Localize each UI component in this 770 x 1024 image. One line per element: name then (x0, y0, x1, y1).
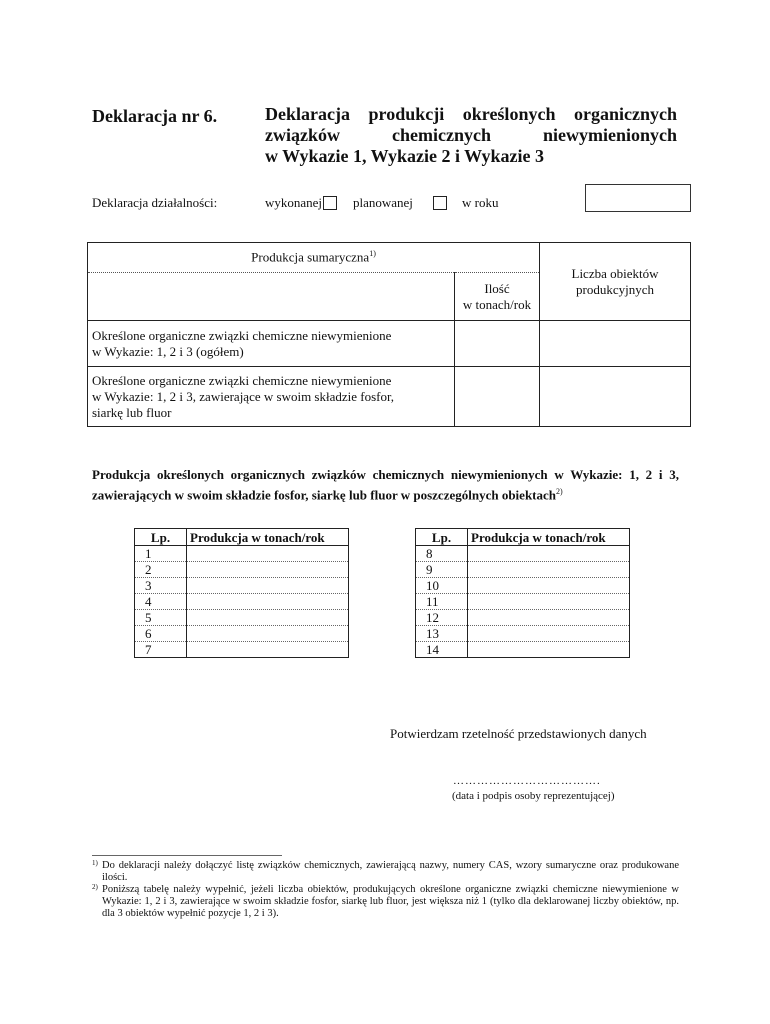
title-line-2: związków chemicznych niewymienionych (265, 125, 677, 145)
summary-production-table (87, 242, 691, 427)
table-row (416, 594, 630, 610)
section-heading (92, 466, 679, 503)
col-production-header: Produkcja w tonach/rok (187, 529, 349, 546)
production-value-cell[interactable] (187, 562, 349, 578)
option-planned-label: planowanej (353, 195, 413, 210)
row-1-line-1: Określone organiczne związki chemiczne niewymienione (92, 327, 392, 343)
footnote-1-mark: 1) (92, 859, 98, 867)
table-row (135, 546, 349, 562)
footnote-2-mark: 2) (92, 883, 98, 891)
lp-number: 4 (135, 594, 187, 610)
table-row (416, 642, 630, 658)
production-value-cell[interactable] (468, 546, 630, 562)
title-line-3: w Wykazie 1, Wykazie 2 i Wykazie 3 (265, 146, 544, 166)
row-description (88, 321, 455, 367)
option-planned-checkbox[interactable] (433, 196, 447, 210)
row-description (88, 367, 455, 427)
option-done-label: wykonanej (265, 195, 323, 210)
lp-number: 8 (416, 546, 468, 562)
table-row (416, 562, 630, 578)
row-2-line-2: w Wykazie: 1, 2 i 3, zawierające w swoim składzie fosfor, (92, 388, 395, 404)
row-1-line-2: w Wykazie: 1, 2 i 3 (ogółem) (92, 343, 244, 359)
col-lp-header: Lp. (416, 529, 468, 546)
table-row (135, 610, 349, 626)
lp-number: 10 (416, 578, 468, 594)
production-value-cell[interactable] (187, 594, 349, 610)
object-production-table-left (134, 528, 349, 658)
production-value-cell[interactable] (468, 594, 630, 610)
footnote-2 (92, 884, 679, 920)
lp-number: 12 (416, 610, 468, 626)
row-1-quantity-cell[interactable] (455, 321, 540, 367)
col-lp-header: Lp. (135, 529, 187, 546)
lp-number: 11 (416, 594, 468, 610)
table-row (135, 562, 349, 578)
declaration-number: Deklaracja nr 6. (92, 106, 218, 126)
production-value-cell[interactable] (468, 610, 630, 626)
option-done-checkbox[interactable] (323, 196, 337, 210)
production-header-cell (88, 243, 540, 273)
production-value-cell[interactable] (468, 642, 630, 658)
table-row (416, 578, 630, 594)
lp-number: 5 (135, 610, 187, 626)
lp-number: 14 (416, 642, 468, 658)
year-label: w roku (462, 195, 499, 210)
production-value-cell[interactable] (468, 578, 630, 594)
signature-caption: (data i podpis osoby reprezentującej) (452, 790, 615, 802)
row-2-line-3: siarkę lub fluor (92, 404, 172, 420)
lp-number: 9 (416, 562, 468, 578)
year-input[interactable] (585, 184, 691, 212)
table-row (135, 578, 349, 594)
row-2-line-1: Określone organiczne związki chemiczne niewymienione (92, 372, 392, 388)
section-footnote-mark: 2) (556, 487, 563, 496)
production-header: Produkcja sumaryczna (251, 249, 370, 265)
objects-header-cell (540, 243, 691, 321)
production-footnote-mark: 1) (369, 249, 376, 259)
lp-number: 13 (416, 626, 468, 642)
table-row (88, 321, 691, 367)
production-value-cell[interactable] (468, 626, 630, 642)
table-row (135, 642, 349, 658)
lp-number: 2 (135, 562, 187, 578)
quantity-header-cell (455, 273, 540, 321)
objects-header-line2: produkcyjnych (576, 281, 654, 297)
production-value-cell[interactable] (187, 578, 349, 594)
quantity-header-line1: Ilość (484, 280, 510, 296)
production-value-cell[interactable] (187, 610, 349, 626)
footnote-1 (92, 860, 679, 884)
objects-header-line1: Liczba obiektów (571, 265, 659, 281)
lp-number: 1 (135, 546, 187, 562)
production-value-cell[interactable] (468, 562, 630, 578)
production-value-cell[interactable] (187, 626, 349, 642)
footnote-1-text: Do deklaracji należy dołączyć listę związków chemicznych, zawierającą nazwy, numery CAS, wzory sumaryczne oraz produkowane ilości. (102, 860, 679, 883)
row-1-objects-cell[interactable] (540, 321, 691, 367)
footnotes (92, 860, 679, 920)
table-row (416, 610, 630, 626)
confirmation-text: Potwierdzam rzetelność przedstawionych danych (390, 726, 647, 741)
production-value-cell[interactable] (187, 546, 349, 562)
activity-label: Deklaracja działalności: (92, 195, 218, 210)
object-production-table-right (415, 528, 630, 658)
table-row (135, 626, 349, 642)
table-row (416, 626, 630, 642)
signature-line[interactable]: ………………………………. (453, 775, 601, 787)
table-row (416, 546, 630, 562)
footnote-divider (92, 855, 282, 856)
title-line-1: Deklaracja produkcji określonych organicznych (265, 104, 677, 124)
production-value-cell[interactable] (187, 642, 349, 658)
row-2-quantity-cell[interactable] (455, 367, 540, 427)
footnote-2-text: Poniższą tabelę należy wypełnić, jeżeli liczba obiektów, produkujących określone organiczne związki chemiczne niewymienione w Wykazie: 1, 2 i 3, zawierające w swoim składzie fosfor, siarkę lub fluor, jest większa niż 1 (tylko dla deklarowanej liczby obiektów, np. dla 3 obiektów wypełnić pozycje 1, 2 i 3). (102, 884, 679, 919)
table-row (88, 367, 691, 427)
quantity-header-line2: w tonach/rok (462, 296, 532, 312)
lp-number: 6 (135, 626, 187, 642)
row-2-objects-cell[interactable] (540, 367, 691, 427)
empty-header-cell (88, 273, 455, 321)
table-row (135, 594, 349, 610)
col-production-header: Produkcja w tonach/rok (468, 529, 630, 546)
lp-number: 7 (135, 642, 187, 658)
declaration-title (265, 104, 677, 167)
section-heading-text: Produkcja określonych organicznych związków chemicznych niewymienionych w Wykazie: 1, 2 i 3, zawierających w swoim składzie fosfor, siarkę lub fluor w poszczególnych obiektach (92, 467, 679, 503)
lp-number: 3 (135, 578, 187, 594)
